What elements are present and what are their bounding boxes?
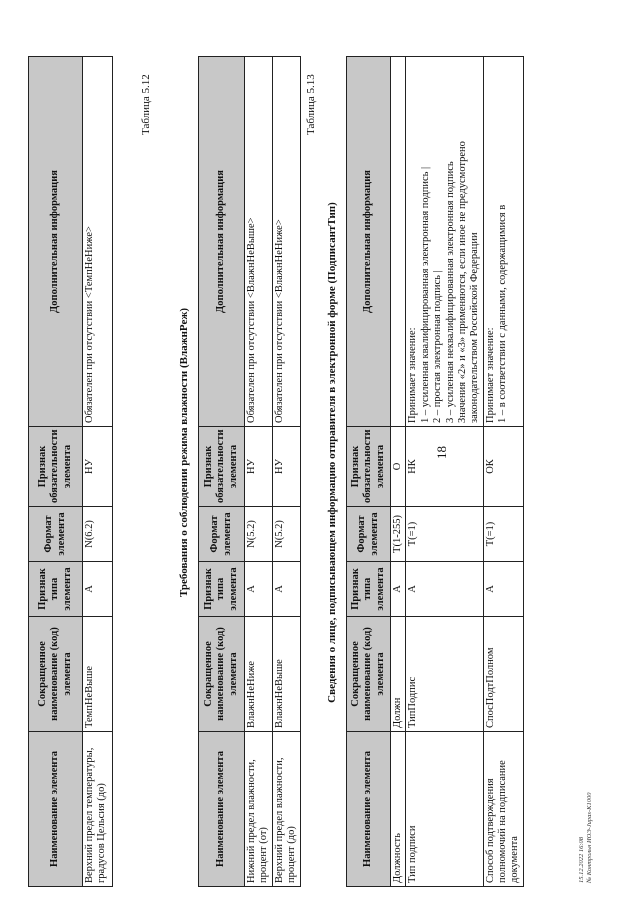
- cell-required: ОК: [483, 427, 523, 507]
- cell-format: N(5.2): [245, 507, 273, 562]
- header-info: Дополнительная информация: [29, 57, 83, 427]
- cell-name: Нижний предел влажности, процент (от): [245, 732, 273, 887]
- cell-code: ВлажнНеВыше: [272, 617, 300, 732]
- cell-info: [406, 57, 483, 427]
- header-type: Признак типа элемента: [347, 562, 391, 617]
- cell-required: НУ: [245, 427, 273, 507]
- header-format: Формат элемента: [29, 507, 83, 562]
- cell-format: T(1-255): [391, 507, 406, 562]
- info-line: Значения «2» и «3» применяются, если иное не предусмотрено законодательством Российской Федерации: [456, 141, 481, 423]
- cell-info: [483, 57, 523, 427]
- cell-name: Верхний предел температуры, градусов Цельсия (до): [83, 732, 113, 887]
- cell-type: А: [272, 562, 300, 617]
- table-header-row: [347, 57, 391, 887]
- table-header-row: [29, 57, 83, 887]
- table-5-13: [346, 56, 524, 887]
- cell-format: T(=1): [406, 507, 483, 562]
- info-line: 2 – простая электронная подпись |: [432, 270, 444, 423]
- stamp-line: № Контрольн ИОЭ-Jupas-K1000: [585, 792, 593, 883]
- cell-required: НУ: [272, 427, 300, 507]
- info-line: Принимает значение:: [407, 327, 419, 423]
- cell-required: НУ: [83, 427, 113, 507]
- cell-info: Обязателен при отсутствии <ВлажнНеВыше>: [245, 57, 273, 427]
- stamp-line: 15.12.2022 16:08: [578, 836, 585, 883]
- cell-type: А: [83, 562, 113, 617]
- table-label-5-12: Таблица 5.12: [140, 74, 152, 135]
- info-line: 1 – усиленная квалифицированная электронная подпись |: [419, 166, 431, 423]
- cell-info: Обязателен при отсутствии <ТемпНеНиже>: [83, 57, 113, 427]
- table-row: [245, 57, 273, 887]
- cell-format: N(6.2): [83, 507, 113, 562]
- table-caption-5-13: Сведения о лице, подписывающем информацию отправителя в электронной форме (ПодписантТип): [326, 202, 338, 703]
- cell-type: А: [391, 562, 406, 617]
- table-label-5-13: Таблица 5.13: [305, 74, 317, 135]
- header-format: Формат элемента: [347, 507, 391, 562]
- info-line: 1 – в соответствии с данными, содержащимися в: [497, 204, 508, 423]
- cell-required: О: [391, 427, 406, 507]
- table-row: [483, 57, 523, 887]
- header-type: Признак типа элемента: [199, 562, 245, 617]
- header-code: Сокращенное наименование (код) элемента: [347, 617, 391, 732]
- header-format: Формат элемента: [199, 507, 245, 562]
- header-code: Сокращенное наименование (код) элемента: [29, 617, 83, 732]
- header-info: Дополнительная информация: [199, 57, 245, 427]
- page-number: 18: [434, 446, 449, 459]
- cell-code: Должн: [391, 617, 406, 732]
- cell-type: А: [245, 562, 273, 617]
- table-header-row: [199, 57, 245, 887]
- cell-name: Тип подписи: [406, 732, 483, 887]
- table-row: [272, 57, 300, 887]
- cell-info: Обязателен при отсутствии <ВлажнНеНиже>: [272, 57, 300, 427]
- cell-name: Верхний предел влажности, процент (до): [272, 732, 300, 887]
- table-5-12: [198, 56, 301, 887]
- header-name: Наименование элемента: [199, 732, 245, 887]
- table-row: [391, 57, 406, 887]
- header-required: Признак обязательности элемента: [29, 427, 83, 507]
- table-row: [83, 57, 113, 887]
- header-required: Признак обязательности элемента: [199, 427, 245, 507]
- table-caption-5-12: Требования о соблюдении режима влажности (ВлажнРеж): [178, 307, 190, 598]
- header-type: Признак типа элемента: [29, 562, 83, 617]
- table-temperature-continued: [28, 56, 113, 887]
- cell-type: А: [406, 562, 483, 617]
- cell-name: Должность: [391, 732, 406, 887]
- info-line: 3 – усиленная неквалифицированная электронная подпись: [444, 161, 456, 423]
- cell-code: ТемпНеВыше: [83, 617, 113, 732]
- cell-format: N(5.2): [272, 507, 300, 562]
- info-line: Принимает значение:: [484, 327, 496, 423]
- cell-info: [391, 57, 406, 427]
- cell-code: СпосПодтПолном: [483, 617, 523, 732]
- header-code: Сокращенное наименование (код) элемента: [199, 617, 245, 732]
- cell-required: НК: [406, 427, 483, 507]
- cell-type: А: [483, 562, 523, 617]
- header-name: Наименование элемента: [347, 732, 391, 887]
- cell-format: T(=1): [483, 507, 523, 562]
- cell-name: Способ подтверждения полномочий на подписание документа: [483, 732, 523, 887]
- header-required: Признак обязательности элемента: [347, 427, 391, 507]
- document-stamp: [578, 793, 594, 883]
- header-info: Дополнительная информация: [347, 57, 391, 427]
- header-name: Наименование элемента: [29, 732, 83, 887]
- cell-code: ТипПодпис: [406, 617, 483, 732]
- table-row: [406, 57, 483, 887]
- cell-code: ВлажнНеНиже: [245, 617, 273, 732]
